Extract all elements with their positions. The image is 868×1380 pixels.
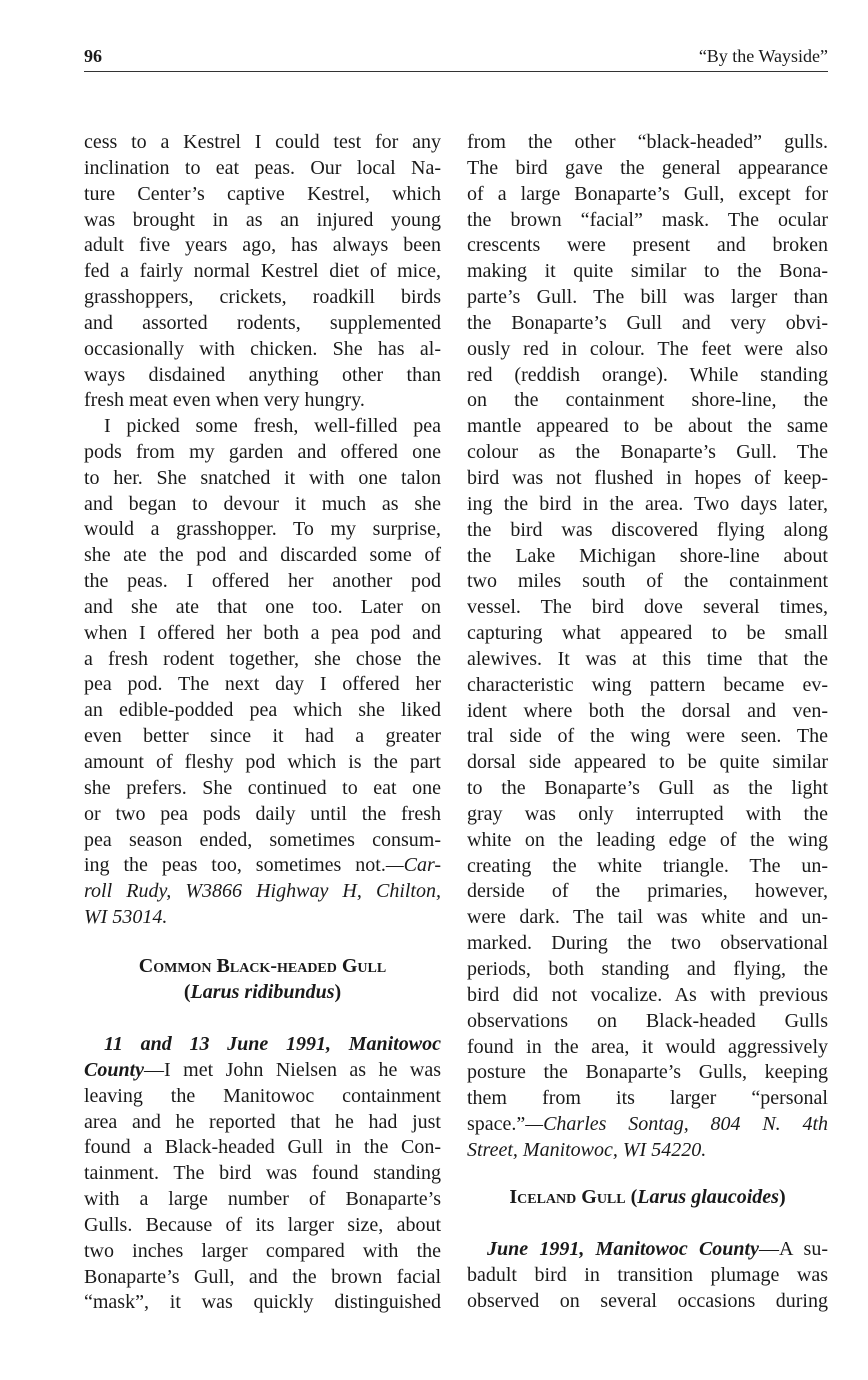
text-line (84, 853, 441, 879)
text-line (84, 980, 441, 1006)
text-line: the peas. I offered her another pod (84, 570, 441, 593)
text-line: two inches larger compared with the (84, 1239, 441, 1262)
text-line (84, 954, 441, 980)
text-line: the Lake Michigan shore-line about (467, 544, 828, 567)
text-line: on the containment shore-line, the (467, 389, 828, 412)
text-line: and began to devour it much as she (84, 492, 441, 515)
text-line: characteristic wing pattern became ev- (467, 673, 828, 696)
text-line: leaving the Manitowoc containment (84, 1084, 441, 1107)
text-line: to her. She snatched it with one talon (84, 466, 441, 489)
text-line: Bonaparte’s Gull, and the brown facial (84, 1265, 441, 1288)
text-line (84, 879, 441, 905)
text-line: pea pod. The next day I offered her (84, 673, 441, 696)
italic-text: roll Rudy, W3866 Highway H, Chilton, (84, 880, 441, 903)
text-line: capturing what appeared to be small (467, 622, 828, 645)
text-line: creating the white triangle. The un- (467, 854, 828, 877)
text-line: badult bird in transition plumage was (467, 1263, 828, 1286)
text-line: ously red in colour. The feet were also (467, 337, 828, 360)
text-line: found in the area, it would aggressively (467, 1035, 828, 1058)
italic-text: —Charles Sontag, 804 N. 4th (525, 1113, 828, 1136)
text-line: adult five years ago, has always been (84, 234, 441, 257)
text-line: occasionally with chicken. She has al- (84, 337, 441, 360)
text-segment: space.” (467, 1113, 526, 1136)
italic-text: Larus ridibundus (190, 980, 335, 1003)
text-line: from the other “black-headed” gulls. (467, 131, 828, 153)
text-line: observations on Black-headed Gulls (467, 1009, 828, 1032)
text-line: would a grasshopper. To my surprise, (84, 518, 441, 541)
text-line: she prefers. She continued to eat one (84, 776, 441, 799)
text-line: when I offered her both a pea pod and (84, 621, 441, 644)
text-line: found a Black-headed Gull in the Con- (84, 1136, 441, 1159)
text-line: bird did not vocalize. As with previous (467, 983, 828, 1006)
text-line (84, 1058, 441, 1084)
paragraph (84, 130, 441, 414)
text-line (467, 1138, 828, 1164)
text-line: to the Bonaparte’s Gull as the light (467, 777, 828, 800)
text-line: colour as the Bonaparte’s Gull. The (467, 441, 828, 464)
text-line: red (reddish orange). While standing (467, 363, 828, 386)
text-line: an edible-podded pea which she liked (84, 699, 441, 722)
text-line (84, 905, 441, 931)
text-line: fed a fairly normal Kestrel diet of mice, (84, 260, 441, 283)
text-line: vessel. The bird dove several times, (467, 596, 828, 619)
text-line: fresh meat even when very hungry. (84, 389, 365, 412)
text-line: amount of fleshy pod which is the part (84, 750, 441, 773)
section-heading (84, 954, 441, 1006)
text-segment: ing the peas too, sometimes not. (84, 854, 386, 877)
section-heading (467, 1185, 828, 1211)
text-line: and she ate that one too. Later on (84, 595, 441, 618)
text-line: a fresh rodent together, she chose the (84, 647, 441, 670)
text-line: ident where both the dorsal and ven- (467, 699, 828, 722)
text-line: cess to a Kestrel I could test for any (84, 131, 441, 153)
text-line (467, 1237, 828, 1263)
text-line: observed on several occasions during (467, 1289, 828, 1312)
small-caps-text: Common Black-headed Gull (138, 955, 387, 977)
running-title: “By the Wayside” (698, 46, 828, 66)
text-line: dorsal side appeared to be quite similar (467, 751, 828, 774)
text-line: marked. During the two observational (467, 932, 828, 955)
text-line: grasshoppers, crickets, roadkill birds (84, 286, 441, 309)
small-caps-text: Iceland Gull (509, 1186, 626, 1208)
italic-text: WI 53014. (84, 906, 168, 929)
text-line: them from its larger “personal (467, 1087, 828, 1110)
text-line: two miles south of the containment (467, 570, 828, 593)
text-segment: —I met John Nielsen as he was (144, 1058, 441, 1081)
text-segment: ) (778, 1186, 786, 1208)
text-line: tainment. The bird was found standing (84, 1162, 441, 1185)
text-segment: ( (183, 980, 191, 1003)
text-segment: —A su- (759, 1238, 828, 1260)
text-line: pea season ended, sometimes consum- (84, 828, 441, 851)
text-line (467, 1185, 828, 1211)
text-line: crescents were present and broken (467, 234, 828, 257)
text-segment: ) (334, 980, 342, 1003)
text-line: the bird was discovered flying along (467, 518, 828, 541)
text-line: inclination to eat peas. Our local Na- (84, 156, 441, 179)
page-number: 96 (84, 46, 102, 66)
text-line: pods from my garden and offered one (84, 440, 441, 463)
header-rule (84, 71, 828, 72)
text-line: Gulls. Because of its larger size, about (84, 1213, 441, 1236)
text-line: posture the Bonaparte’s Gulls, keeping (467, 1061, 828, 1084)
text-line (84, 1032, 441, 1058)
text-line: ing the bird in the area. Two days later, (467, 492, 828, 515)
text-line: bird was not flushed in hopes of keep- (467, 466, 828, 489)
text-line: gray was only interrupted with the (467, 802, 828, 825)
text-line: was brought in as an injured young (84, 208, 441, 231)
italic-text: 11 and 13 June 1991, Manitowoc (104, 1033, 441, 1055)
text-line: The bird gave the general appearance (467, 156, 828, 179)
italic-text: Larus glaucoides (637, 1186, 779, 1208)
text-line: ture Center’s captive Kestrel, which (84, 182, 441, 205)
text-line: making it quite similar to the Bona- (467, 260, 828, 283)
text-line: ways disdained anything other than (84, 363, 441, 386)
text-line: I picked some fresh, well-filled pea (104, 415, 441, 437)
text-line: or two pea pods daily until the fresh (84, 802, 441, 825)
text-line: tral side of the wing were seen. The (467, 725, 828, 748)
text-line: with a large number of Bonaparte’s (84, 1188, 441, 1211)
italic-text: Street, Manitowoc, WI 54220. (467, 1138, 707, 1161)
text-line: white on the leading edge of the wing (467, 828, 828, 851)
text-line: periods, both standing and flying, the (467, 958, 828, 980)
text-segment: ( (625, 1186, 638, 1208)
italic-text: —Car- (385, 854, 441, 877)
text-line: mantle appeared to be about the same (467, 415, 828, 438)
text-line: area and he reported that he had just (84, 1110, 441, 1133)
text-line: and assorted rodents, supplemented (84, 311, 441, 334)
text-line: the brown “facial” mask. The ocular (467, 208, 828, 231)
text-line: even better since it had a greater (84, 725, 441, 748)
text-line: of a large Bonaparte’s Gull, except for (467, 182, 828, 205)
text-line: derside of the primaries, however, (467, 880, 828, 903)
paragraph (84, 1032, 441, 1316)
text-line: the Bonaparte’s Gull and very obvi- (467, 311, 828, 334)
text-line (467, 1112, 828, 1138)
text-line: she ate the pod and discarded some of (84, 544, 441, 567)
italic-text: June 1991, Manitowoc County (487, 1238, 759, 1260)
text-line: parte’s Gull. The bill was larger than (467, 286, 828, 309)
text-line: were dark. The tail was white and un- (467, 906, 828, 929)
paragraph (84, 414, 441, 931)
paragraph (467, 1237, 828, 1315)
italic-text: County (84, 1058, 145, 1081)
paragraph (467, 130, 828, 1164)
text-line: alewives. It was at this time that the (467, 647, 828, 670)
text-line: “mask”, it was quickly distinguished (84, 1291, 441, 1314)
